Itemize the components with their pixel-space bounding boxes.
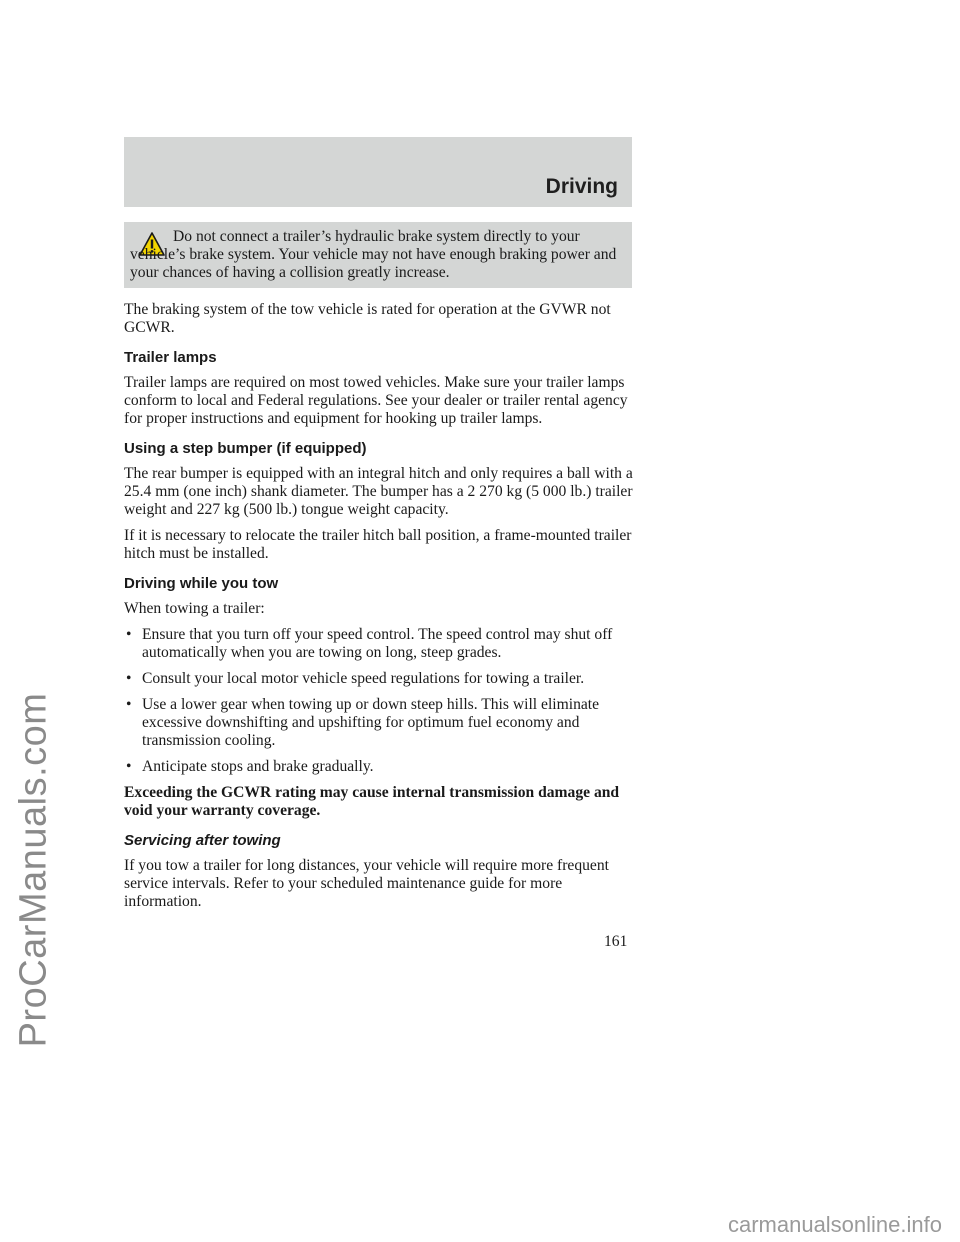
section-header-band [124,137,632,207]
servicing-paragraph: If you tow a trailer for long distances, your vehicle will require more frequent service intervals. Refer to your scheduled maintenance guide for more information. [124,857,609,910]
list-item [124,758,639,776]
trailer-lamps-paragraph: Trailer lamps are required on most towed vehicles. Make sure your trailer lamps conform to local and Federal regulations. See your dealer or trailer rental agency for proper instructions and equipment for hooking up trailer lamps. [124,374,628,427]
heading-trailer-lamps: Trailer lamps [124,349,217,366]
step-bumper-paragraph-2: If it is necessary to relocate the trailer hitch ball position, a frame-mounted trailer hitch must be installed. [124,527,632,562]
bullet-icon: • [126,696,132,713]
side-watermark-text: ProCarManuals.com [12,692,55,1048]
warning-text: Do not connect a trailer’s hydraulic brake system directly to your vehicle’s brake system. Your vehicle may not have enough braking power and your chances of having a collision greatly increase. [130,228,617,281]
list-item-text: Ensure that you turn off your speed control. The speed control may shut off automatically when you are towing on long, steep grades. [142,626,613,661]
towing-tips-list [124,626,639,776]
warning-box [124,222,632,288]
heading-driving-while-tow: Driving while you tow [124,575,279,592]
intro-paragraph: The braking system of the tow vehicle is rated for operation at the GVWR not GCWR. [124,301,611,336]
bullet-icon: • [126,758,132,775]
list-item [124,626,639,662]
heading-step-bumper: Using a step bumper (if equipped) [124,440,367,457]
side-watermark [4,510,64,1230]
page-number: 161 [604,933,628,950]
bullet-icon: • [126,626,132,643]
list-item-text: Consult your local motor vehicle speed regulations for towing a trailer. [142,670,585,687]
section-title: Driving [545,175,618,198]
list-item-text: Use a lower gear when towing up or down steep hills. This will eliminate excessive downshifting and upshifting for optimum fuel economy and transmission cooling. [142,696,600,749]
page-content [124,301,639,919]
heading-servicing-after-towing: Servicing after towing [124,832,281,849]
list-item [124,670,639,688]
bullet-icon: • [126,670,132,687]
list-item [124,696,639,750]
footer-watermark: carmanualsonline.info [727,1212,942,1237]
driving-tow-lead: When towing a trailer: [124,600,265,617]
step-bumper-paragraph-1: The rear bumper is equipped with an integral hitch and only requires a ball with a 25.4 mm (one inch) shank diameter. The bumper has a 2 270 kg (5 000 lb.) trailer weight and 227 kg (500 lb.) tongue weight capacity. [124,465,633,518]
list-item-text: Anticipate stops and brake gradually. [142,758,374,775]
gcwr-bold-note: Exceeding the GCWR rating may cause internal transmission damage and void your warranty coverage. [124,784,620,819]
